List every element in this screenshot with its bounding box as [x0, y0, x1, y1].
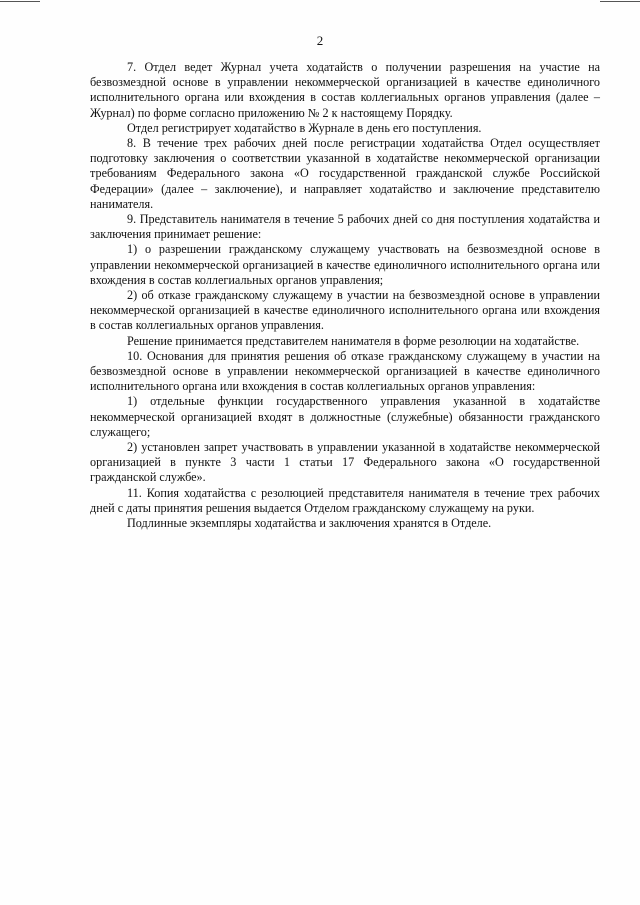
paragraph-7: 7. Отдел ведет Журнал учета ходатайств о получении разрешения на участие на безвозмездной основе в управлении некоммерческой организацией в качестве единоличного исполнительного органа или вхождения в состав коллегиальных органов управления (далее – Журнал) по форме согласно приложению № 2 к настоящему Порядку.: [90, 60, 600, 120]
paragraph-10-item-2: 2) установлен запрет участвовать в управлении указанной в ходатайстве некоммерческой организацией в пункте 3 части 1 статьи 17 Федерального закона «О государственной гражданской службе».: [90, 440, 600, 485]
paragraph-11: 11. Копия ходатайства с резолюцией представителя нанимателя в течение трех рабочих дней с даты принятия решения выдается Отделом гражданскому служащему на руки.: [90, 485, 600, 515]
paragraph-7-registration: Отдел регистрирует ходатайство в Журнале в день его поступления.: [127, 120, 482, 135]
page-number: 2: [316, 33, 324, 48]
paragraph-9-item-1: 1) о разрешении гражданскому служащему участвовать на безвозмездной основе в управлении некоммерческой организацией в качестве единоличного исполнительного органа или вхождения в состав коллегиальных органов управления;: [90, 242, 600, 287]
paragraph-8: 8. В течение трех рабочих дней после регистрации ходатайства Отдел осуществляет подготовку заключения о соответствии указанной в ходатайстве некоммерческой организации требованиям Федерального закона «О государственной гражданской службе Российской Федерации» (далее – заключение), и направляет ходатайство и заключение представителю нанимателя.: [90, 136, 600, 211]
paragraph-9: 9. Представитель нанимателя в течение 5 рабочих дней со дня поступления ходатайства и заключения принимает решение:: [90, 212, 600, 242]
paragraph-9-resolution: Решение принимается представителем нанимателя в форме резолюции на ходатайстве.: [127, 333, 580, 348]
paragraph-10: 10. Основания для принятия решения об отказе гражданскому служащему в участии на безвозмездной основе в управлении некоммерческой организацией в качестве единоличного исполнительного органа или вхождения в состав коллегиальных органов управления:: [90, 348, 600, 394]
paragraph-originals: Подлинные экземпляры ходатайства и заключения хранятся в Отделе.: [127, 516, 492, 531]
paragraph-9-item-2: 2) об отказе гражданскому служащему в участии на безвозмездной основе в управлении некоммерческой организацией в качестве единоличного исполнительного органа или вхождения в состав коллегиальных органов управления.: [90, 288, 600, 333]
scan-edge-line-left: [0, 1, 40, 2]
document-body: [90, 60, 600, 531]
paragraph-10-item-1: 1) отдельные функции государственного управления указанной в ходатайстве некоммерческой организацией входят в должностные (служебные) обязанности гражданского служащего;: [90, 394, 600, 439]
scan-edge-line-right: [600, 1, 640, 2]
